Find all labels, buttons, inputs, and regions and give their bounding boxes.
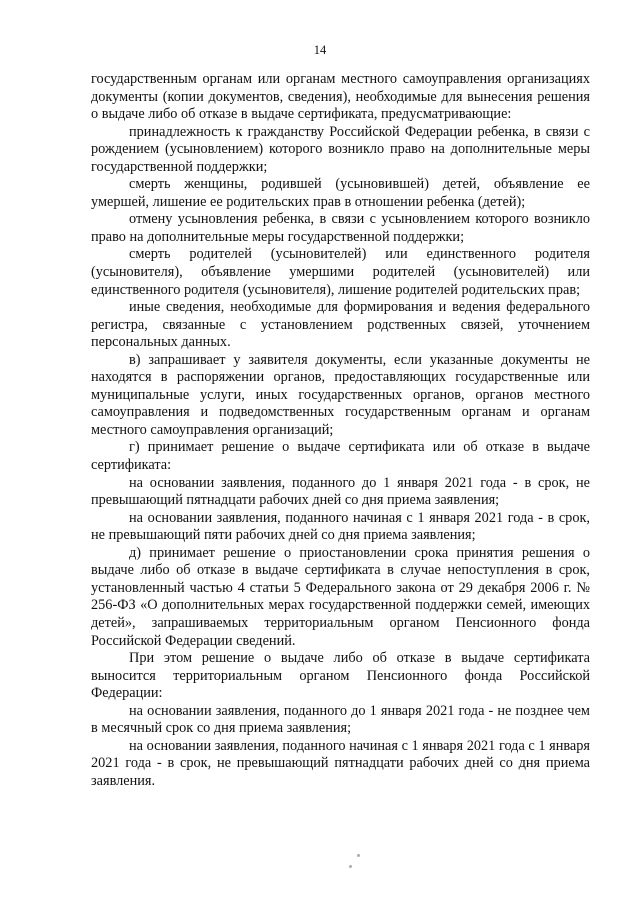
paragraph: в) запрашивает у заявителя документы, если указанные документы не находятся в распоряжении органов, предоставляющих государственные или муниципальные услуги, иных государственных органов, органов местного самоуправления и подведомственных государственным органам и органам местного самоуправления организаций; [91, 351, 590, 438]
page-number: 14 [313, 43, 327, 57]
paragraph: принадлежность к гражданству Российской Федерации ребенка, в связи с рождением (усыновлением) которого возникло право на дополнительные меры государственной поддержки; [91, 123, 590, 175]
scan-speck [357, 854, 360, 857]
document-body [91, 71, 590, 790]
paragraph: смерть родителей (усыновителей) или единственного родителя (усыновителя), объявление умершими родителей (усыновителей) или единственного родителя (усыновителя), лишение родителей родительских прав; [91, 246, 590, 298]
paragraph: иные сведения, необходимые для формирования и ведения федерального регистра, связанные с установлением родственных связей, уточнением персональных данных. [91, 299, 590, 351]
paragraph: на основании заявления, поданного начиная с 1 января 2021 года - в срок, не превышающий пяти рабочих дней со дня приема заявления; [91, 509, 590, 544]
paragraph: на основании заявления, поданного до 1 января 2021 года - не позднее чем в месячный срок со дня приема заявления; [91, 702, 590, 737]
paragraph: на основании заявления, поданного начиная с 1 января 2021 года с 1 января 2021 года - в срок, не превышающий пятнадцати рабочих дней со дня приема заявления. [91, 737, 590, 789]
paragraph: государственным органам или органам местного самоуправления организациях документы (копии документов, сведения), необходимые для вынесения решения о выдаче либо об отказе в выдаче сертификата, предусматривающие: [91, 71, 590, 123]
paragraph: отмену усыновления ребенка, в связи с усыновлением которого возникло право на дополнительные меры государственной поддержки; [91, 211, 590, 245]
paragraph: на основании заявления, поданного до 1 января 2021 года - в срок, не превышающий пятнадцати рабочих дней со дня приема заявления; [91, 474, 590, 509]
paragraph: д) принимает решение о приостановлении срока принятия решения о выдаче либо об отказе в выдаче сертификата в случае непоступления в срок, установленный частью 4 статьи 5 Федерального закона от 29 декабря 2006 г. № 256-ФЗ «О дополнительных мерах государственной поддержки семей, имеющих детей», запрашиваемых территориальным органом Пенсионного фонда Российской Федерации сведений. [91, 544, 590, 649]
paragraph: При этом решение о выдаче либо об отказе в выдаче сертификата выносится территориальным органом Пенсионного фонда Российской Федерации: [91, 650, 590, 702]
scan-speck [349, 865, 352, 868]
paragraph: смерть женщины, родившей (усыновившей) детей, объявление ее умершей, лишение ее родительских прав в отношении ребенка (детей); [91, 176, 590, 210]
paragraph: г) принимает решение о выдаче сертификата или об отказе в выдаче сертификата: [91, 439, 590, 474]
